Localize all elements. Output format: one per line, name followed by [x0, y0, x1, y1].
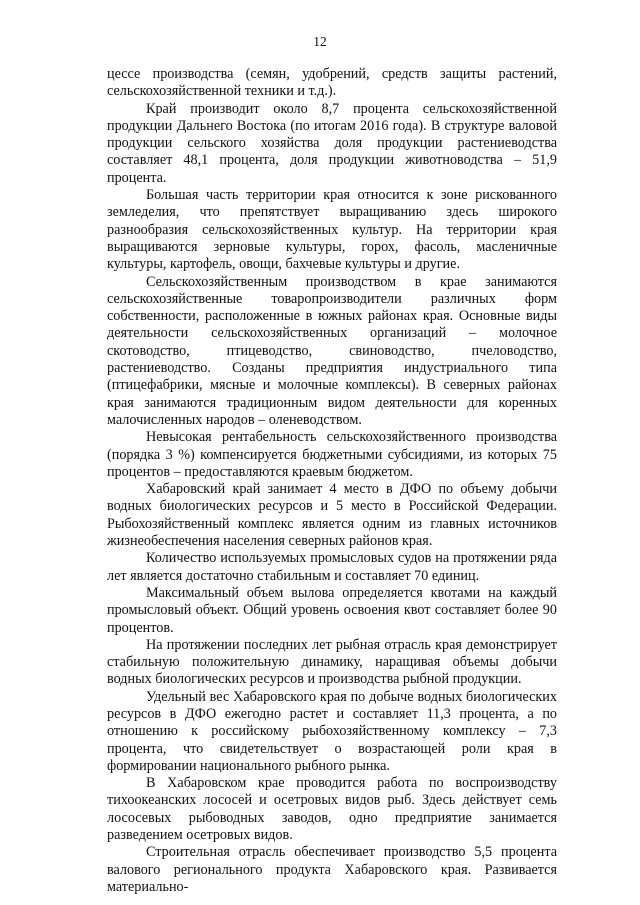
paragraph: Удельный вес Хабаровского края по добыче водных биологических ресурсов в ДФО ежегодно растет и составляет 11,3 процента, а по отношению к российскому рыбохозяйственному комплексу – 7,3 процента, что свидетельствует о возрастающей роли края в формировании национального рыбного рынка. [107, 688, 557, 774]
paragraph: На протяжении последних лет рыбная отрасль края демонстрирует стабильную положительную динамику, наращивая объемы добычи водных биологических ресурсов и производства рыбной продукции. [107, 636, 557, 688]
paragraph: Строительная отрасль обеспечивает производство 5,5 процента валового регионального продукта Хабаровского края. Развивается материально- [107, 844, 557, 895]
paragraph: Невысокая рентабельность сельскохозяйственного производства (порядка 3 %) компенсируется бюджетными субсидиями, из которых 75 процентов – предоставляются краевым бюджетом. [107, 429, 557, 480]
paragraph: Максимальный объем вылова определяется квотами на каждый промысловый объект. Общий уровень освоения квот составляет более 90 процентов. [107, 584, 557, 636]
paragraph: Большая часть территории края относится к зоне рискованного земледелия, что препятствует выращиванию здесь широкого разнообразия сельскохозяйственных культур. На территории края выращиваются зерновые культуры, горох, фасоль, масленичные культуры, картофель, овощи, бахчевые культуры и другие. [107, 187, 557, 273]
paragraph: Сельскохозяйственным производством в крае занимаются сельскохозяйственные товаропроизводители различных форм собственности, расположенные в южных районах края. Основные виды деятельности сельскохозяйственных организаций – молочное скотоводство, птицеводство, свиноводство, пчеловодство, растениеводство. Созданы предприятия индустриального типа (птицефабрики, мясные и молочные комплексы). В северных районах края занимаются традиционным видом деятельности для коренных малочисленных народов – оленеводством. [107, 273, 557, 428]
paragraph: В Хабаровском крае проводится работа по воспроизводству тихоокеанских лососей и осетровых видов рыб. Здесь действует семь лососевых рыбоводных заводов, одно предприятие занимается разведением осетровых видов. [107, 775, 557, 844]
paragraph: Край производит около 8,7 процента сельскохозяйственной продукции Дальнего Востока (по итогам 2016 года). В структуре валовой продукции сельского хозяйства доля продукции растениеводства составляет 48,1 процента, доля продукции животноводства – 51,9 процента. [107, 100, 557, 186]
page-number: 12 [313, 34, 327, 49]
paragraph: цессе производства (семян, удобрений, средств защиты растений, сельскохозяйственной техники и т.д.). [107, 66, 557, 100]
body-text [107, 66, 557, 896]
paragraph: Хабаровский край занимает 4 место в ДФО по объему добычи водных биологических ресурсов и 5 место в Российской Федерации. Рыбохозяйственный комплекс является одним из главных источников жизнеобеспечения населения северных районов края. [107, 481, 557, 550]
paragraph: Количество используемых промысловых судов на протяжении ряда лет является достаточно стабильным и составляет 70 единиц. [107, 550, 557, 584]
